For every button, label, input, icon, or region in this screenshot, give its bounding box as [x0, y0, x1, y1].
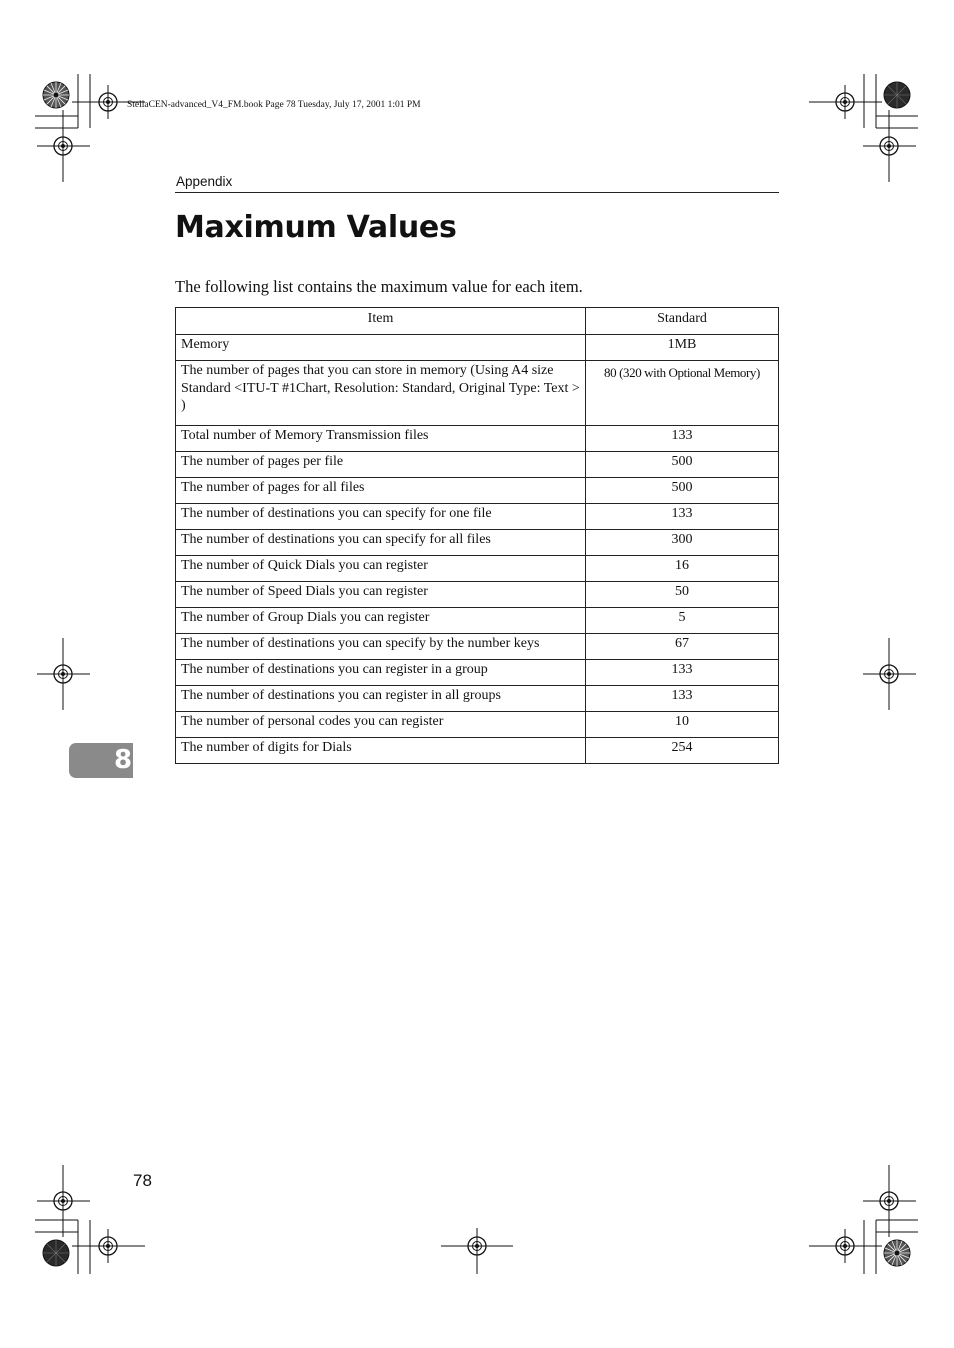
color-wheel-icon [43, 82, 69, 108]
item-cell: The number of pages per file [176, 452, 586, 478]
color-wheel-icon [43, 1240, 69, 1266]
item-cell: The number of pages that you can store in memory (Using A4 size Standard <ITU-T #1Chart, Resolution: Standard, Original Type: Text > ) [176, 361, 586, 426]
table-row [176, 686, 779, 712]
column-header-item: Item [176, 308, 586, 335]
table-row [176, 335, 779, 361]
standard-cell: 1MB [586, 335, 779, 361]
standard-cell: 133 [586, 686, 779, 712]
standard-cell: 133 [586, 504, 779, 530]
intro-text: The following list contains the maximum value for each item. [175, 277, 583, 296]
table-header-row [176, 308, 779, 335]
table-row [176, 504, 779, 530]
color-wheel-icon [884, 1240, 910, 1266]
table-row [176, 530, 779, 556]
table-row [176, 738, 779, 764]
item-cell: The number of destinations you can specify for one file [176, 504, 586, 530]
item-cell: The number of Speed Dials you can register [176, 582, 586, 608]
item-cell: The number of destinations you can register in a group [176, 660, 586, 686]
item-cell: The number of personal codes you can register [176, 712, 586, 738]
standard-cell: 10 [586, 712, 779, 738]
table-row [176, 608, 779, 634]
table-row [176, 556, 779, 582]
table-row [176, 361, 779, 426]
standard-cell: 300 [586, 530, 779, 556]
item-cell: The number of digits for Dials [176, 738, 586, 764]
standard-cell: 50 [586, 582, 779, 608]
color-wheel-icon [884, 82, 910, 108]
item-cell: The number of Group Dials you can register [176, 608, 586, 634]
column-header-standard: Standard [586, 308, 779, 335]
table-row [176, 660, 779, 686]
page-number: 78 [133, 1171, 152, 1190]
item-cell: Total number of Memory Transmission files [176, 426, 586, 452]
standard-cell: 16 [586, 556, 779, 582]
header-rule [175, 192, 779, 193]
print-header: StellaCEN-advanced_V4_FM.book Page 78 Tuesday, July 17, 2001 1:01 PM [127, 100, 421, 110]
table-row [176, 426, 779, 452]
section-label: Appendix [176, 174, 233, 189]
standard-cell: 500 [586, 478, 779, 504]
item-cell: Memory [176, 335, 586, 361]
standard-cell: 80 (320 with Optional Memory) [586, 361, 779, 426]
standard-cell: 133 [586, 660, 779, 686]
table-row [176, 582, 779, 608]
item-cell: The number of destinations you can register in all groups [176, 686, 586, 712]
chapter-tab-number: 8 [113, 745, 133, 775]
table-row [176, 452, 779, 478]
standard-cell: 67 [586, 634, 779, 660]
table-row [176, 478, 779, 504]
item-cell: The number of Quick Dials you can register [176, 556, 586, 582]
standard-cell: 500 [586, 452, 779, 478]
table-row [176, 712, 779, 738]
standard-cell: 5 [586, 608, 779, 634]
item-cell: The number of destinations you can specify by the number keys [176, 634, 586, 660]
standard-cell: 133 [586, 426, 779, 452]
table-row [176, 634, 779, 660]
maximum-values-table [175, 307, 779, 764]
item-cell: The number of pages for all files [176, 478, 586, 504]
page-title: Maximum Values [175, 210, 457, 245]
standard-cell: 254 [586, 738, 779, 764]
item-cell: The number of destinations you can specify for all files [176, 530, 586, 556]
